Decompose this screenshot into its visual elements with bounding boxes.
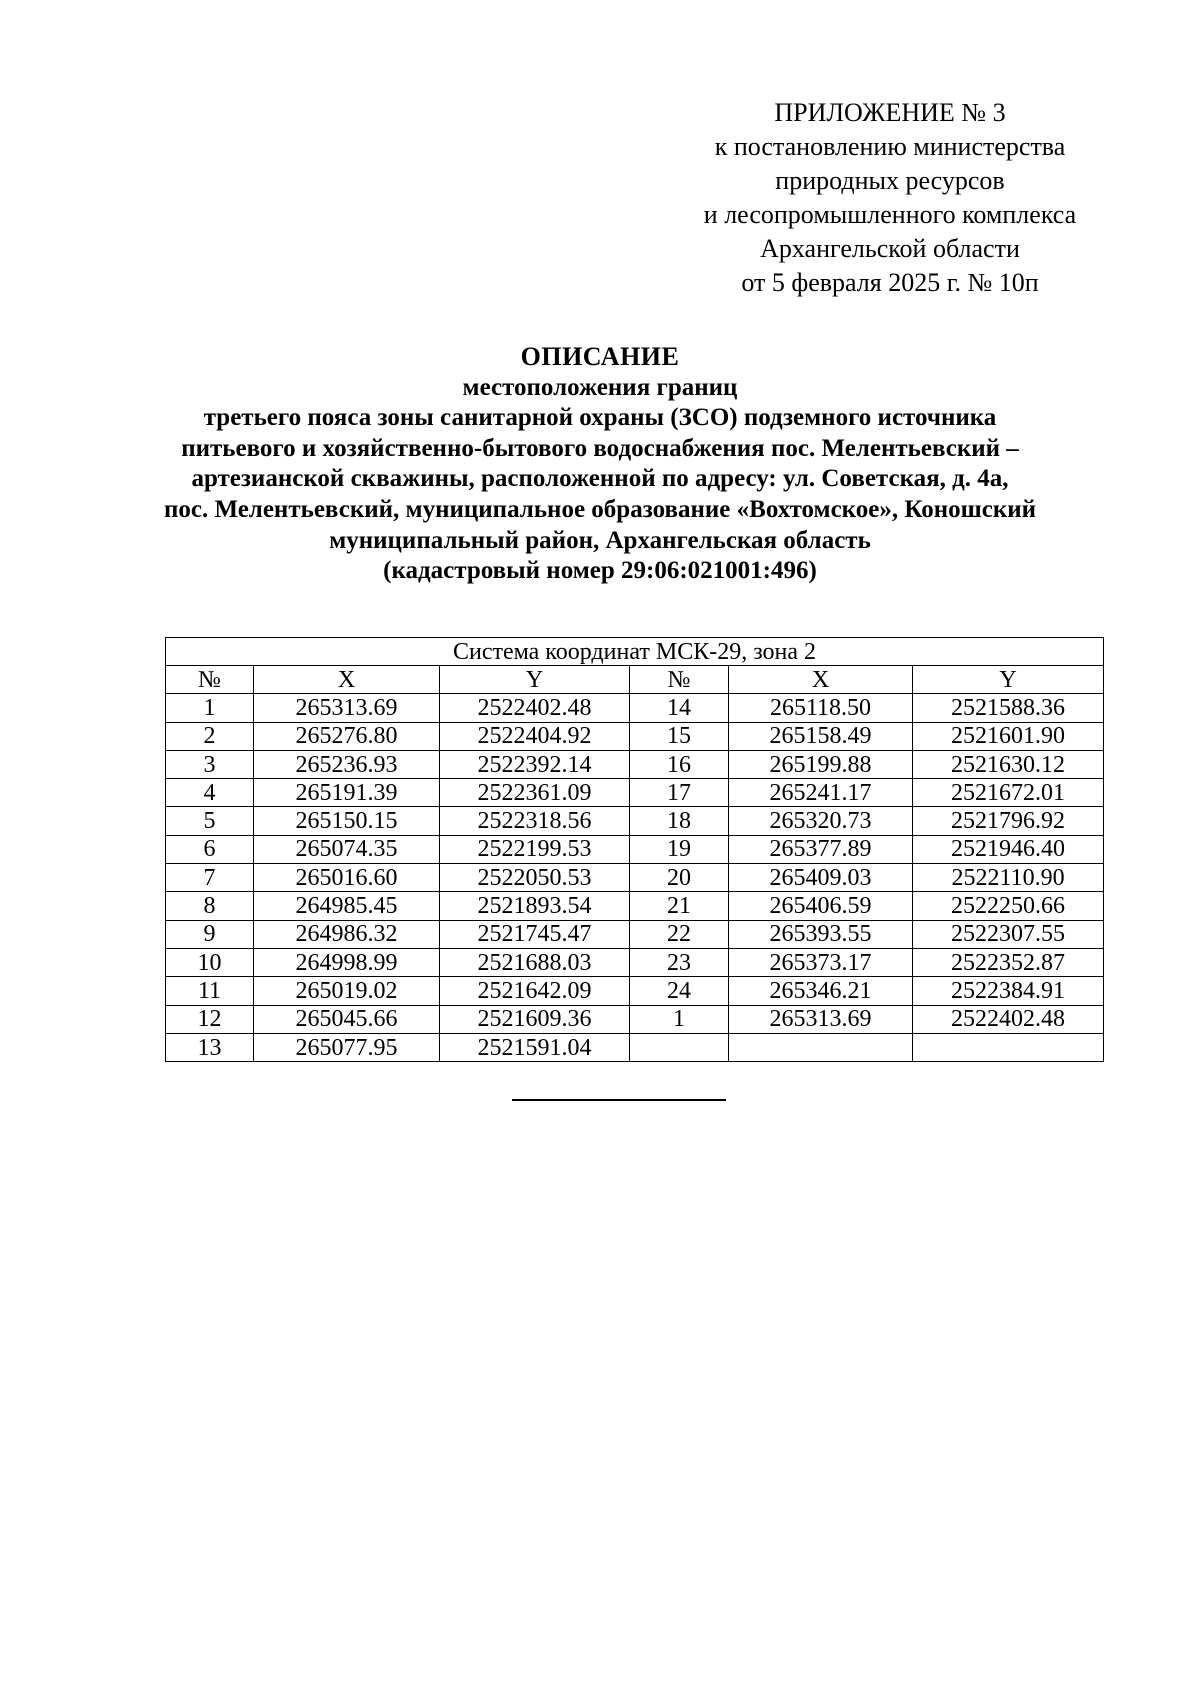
x-coordinate: 265393.55 — [729, 920, 913, 948]
end-divider — [512, 1099, 726, 1101]
appendix-line: и лесопромышленного комплекса — [703, 200, 1077, 229]
x-coordinate: 265241.17 — [729, 779, 913, 807]
appendix-line: Архангельской области — [760, 234, 1020, 263]
table-row — [166, 807, 1104, 835]
point-number: 10 — [166, 948, 254, 976]
appendix-number: ПРИЛОЖЕНИЕ № 3 — [774, 98, 1006, 127]
appendix-date: от 5 февраля 2025 г. № 10п — [741, 268, 1039, 297]
x-coordinate: 265019.02 — [254, 977, 440, 1005]
point-number: 23 — [630, 948, 729, 976]
table-row — [166, 1033, 1104, 1061]
cadastral-number: (кадастровый номер 29:06:021001:496) — [383, 557, 817, 585]
point-number: 2 — [166, 722, 254, 750]
y-coordinate: 2522352.87 — [913, 948, 1104, 976]
point-number: 1 — [166, 694, 254, 722]
point-number: 1 — [630, 1005, 729, 1033]
x-coordinate: 265320.73 — [729, 807, 913, 835]
point-number: 22 — [630, 920, 729, 948]
point-number: 3 — [166, 750, 254, 778]
table-body — [166, 694, 1104, 1062]
table-row — [166, 977, 1104, 1005]
y-coordinate: 2522392.14 — [440, 750, 630, 778]
point-number: 21 — [630, 892, 729, 920]
table-row — [166, 694, 1104, 722]
x-coordinate: 265016.60 — [254, 864, 440, 892]
y-header: Y — [913, 666, 1104, 694]
x-header: X — [729, 666, 913, 694]
x-coordinate: 265077.95 — [254, 1033, 440, 1061]
x-coordinate: 265373.17 — [729, 948, 913, 976]
x-coordinate: 265199.88 — [729, 750, 913, 778]
table-row — [166, 920, 1104, 948]
point-number: 5 — [166, 807, 254, 835]
x-coordinate: 264986.32 — [254, 920, 440, 948]
point-number: 16 — [630, 750, 729, 778]
header-row — [166, 666, 1104, 694]
x-coordinate: 265236.93 — [254, 750, 440, 778]
point-number: 18 — [630, 807, 729, 835]
y-coordinate: 2521588.36 — [913, 694, 1104, 722]
number-header: № — [166, 666, 254, 694]
point-number: 15 — [630, 722, 729, 750]
point-number: 12 — [166, 1005, 254, 1033]
system-row — [166, 638, 1104, 666]
title-line: третьего пояса зоны санитарной охраны (ЗСО) подземного источника — [203, 404, 997, 432]
y-coordinate: 2522050.53 — [440, 864, 630, 892]
y-header: Y — [440, 666, 630, 694]
point-number: 13 — [166, 1033, 254, 1061]
y-coordinate: 2521946.40 — [913, 835, 1104, 863]
y-coordinate: 2522318.56 — [440, 807, 630, 835]
x-coordinate: 265150.15 — [254, 807, 440, 835]
point-number: 24 — [630, 977, 729, 1005]
appendix-line: к постановлению министерства — [714, 132, 1066, 161]
title-line: местоположения границ — [462, 373, 738, 401]
x-coordinate: 265409.03 — [729, 864, 913, 892]
point-number: 17 — [630, 779, 729, 807]
table-row — [166, 835, 1104, 863]
x-coordinate: 265074.35 — [254, 835, 440, 863]
title-line: пос. Мелентьевский, муниципальное образование «Вохтомское», Коношский — [163, 495, 1037, 523]
y-coordinate: 2521630.12 — [913, 750, 1104, 778]
y-coordinate: 2521745.47 — [440, 920, 630, 948]
point-number — [630, 1033, 729, 1061]
x-coordinate: 265406.59 — [729, 892, 913, 920]
point-number: 20 — [630, 864, 729, 892]
title-line: артезианской скважины, расположенной по адресу: ул. Советская, д. 4а, — [191, 465, 1009, 493]
y-coordinate — [913, 1033, 1104, 1061]
table-row — [166, 722, 1104, 750]
number-header: № — [630, 666, 729, 694]
point-number: 11 — [166, 977, 254, 1005]
x-coordinate: 265346.21 — [729, 977, 913, 1005]
y-coordinate: 2522250.66 — [913, 892, 1104, 920]
appendix-line: природных ресурсов — [775, 166, 1005, 195]
y-coordinate: 2522361.09 — [440, 779, 630, 807]
point-number: 4 — [166, 779, 254, 807]
x-coordinate: 264985.45 — [254, 892, 440, 920]
x-coordinate: 265377.89 — [729, 835, 913, 863]
coordinate-system-label: Система координат МСК-29, зона 2 — [166, 638, 1104, 666]
table-row — [166, 779, 1104, 807]
point-number: 9 — [166, 920, 254, 948]
x-header: X — [254, 666, 440, 694]
point-number: 8 — [166, 892, 254, 920]
x-coordinate: 265118.50 — [729, 694, 913, 722]
title-line: муниципальный район, Архангельская область — [329, 526, 871, 554]
y-coordinate: 2521642.09 — [440, 977, 630, 1005]
x-coordinate: 265158.49 — [729, 722, 913, 750]
x-coordinate: 265045.66 — [254, 1005, 440, 1033]
point-number: 7 — [166, 864, 254, 892]
x-coordinate: 265191.39 — [254, 779, 440, 807]
table-row — [166, 750, 1104, 778]
y-coordinate: 2521688.03 — [440, 948, 630, 976]
point-number: 14 — [630, 694, 729, 722]
point-number: 6 — [166, 835, 254, 863]
title-main: ОПИСАНИЕ — [520, 342, 680, 371]
y-coordinate: 2521796.92 — [913, 807, 1104, 835]
y-coordinate: 2522199.53 — [440, 835, 630, 863]
y-coordinate: 2521601.90 — [913, 722, 1104, 750]
y-coordinate: 2522402.48 — [440, 694, 630, 722]
y-coordinate: 2522384.91 — [913, 977, 1104, 1005]
y-coordinate: 2522110.90 — [913, 864, 1104, 892]
table-row — [166, 1005, 1104, 1033]
appendix-header — [660, 96, 1120, 300]
y-coordinate: 2521591.04 — [440, 1033, 630, 1061]
y-coordinate: 2522404.92 — [440, 722, 630, 750]
coordinates-table — [165, 637, 1104, 1062]
y-coordinate: 2521893.54 — [440, 892, 630, 920]
x-coordinate — [729, 1033, 913, 1061]
table-row — [166, 948, 1104, 976]
title-line: питьевого и хозяйственно-бытового водоснабжения пос. Мелентьевский – — [181, 434, 1019, 462]
x-coordinate: 265276.80 — [254, 722, 440, 750]
y-coordinate: 2521672.01 — [913, 779, 1104, 807]
table-row — [166, 892, 1104, 920]
y-coordinate: 2522402.48 — [913, 1005, 1104, 1033]
y-coordinate: 2521609.36 — [440, 1005, 630, 1033]
y-coordinate: 2522307.55 — [913, 920, 1104, 948]
x-coordinate: 264998.99 — [254, 948, 440, 976]
document-title — [100, 342, 1100, 587]
x-coordinate: 265313.69 — [254, 694, 440, 722]
x-coordinate: 265313.69 — [729, 1005, 913, 1033]
table-row — [166, 864, 1104, 892]
point-number: 19 — [630, 835, 729, 863]
